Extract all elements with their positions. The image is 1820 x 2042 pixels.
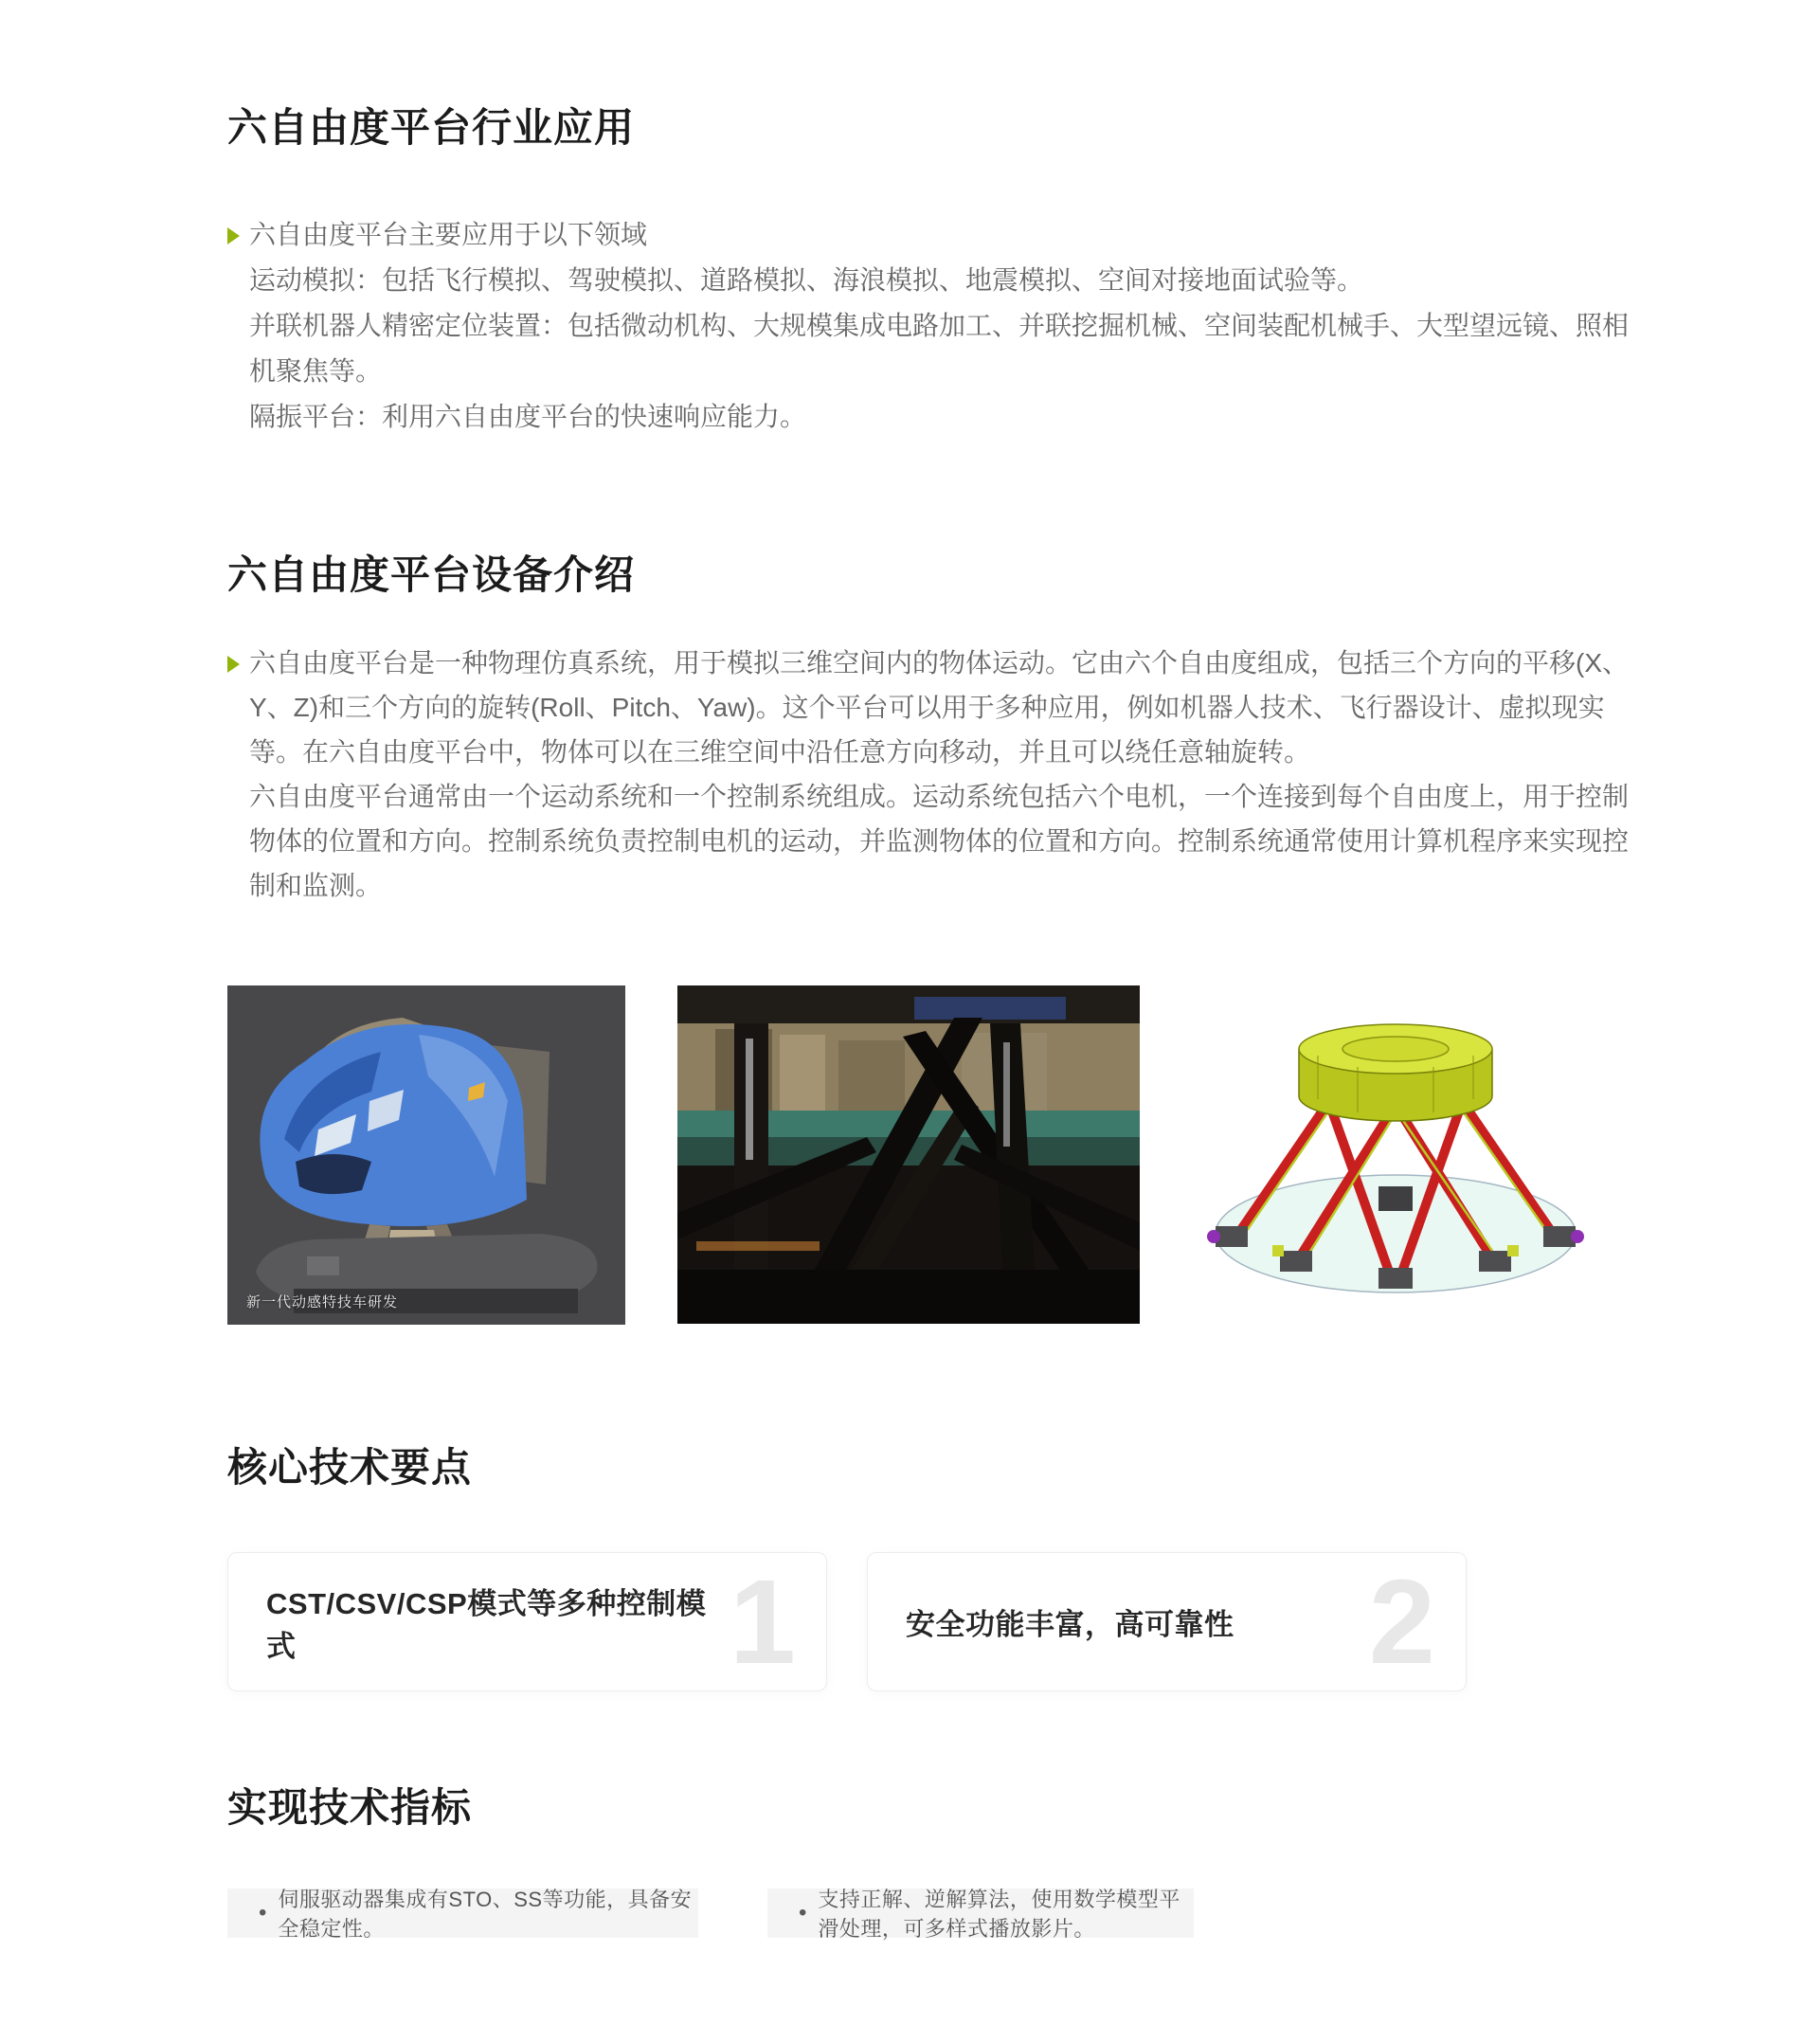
device-bullet-block <box>227 641 1644 908</box>
feature-cards-row <box>227 1552 1644 1691</box>
device-paragraph: 六自由度平台通常由一个运动系统和一个控制系统组成。运动系统包括六个电机，一个连接到每个自由度上，用于控制物体的位置和方向。控制系统负责控制电机的运动，并监测物体的位置和方向。控制系统通常使用计算机程序来实现控制和监测。 <box>249 782 1630 900</box>
device-bullet-text <box>249 641 1644 908</box>
feature-card-2 <box>867 1552 1467 1691</box>
spec-box-1 <box>227 1888 698 1941</box>
spec-text: 支持正解、逆解算法，使用数学模型平滑处理，可多样式播放影片。 <box>818 1888 1180 1941</box>
industry-bullet-block <box>227 212 1644 440</box>
industry-intro-line: 六自由度平台主要应用于以下领域 <box>249 220 648 249</box>
industry-line: 并联机器人精密定位装置：包括微动机构、大规模集成电路加工、并联挖掘机械、空间装配机械手、大型望远镜、照相机聚焦等。 <box>249 311 1630 386</box>
industry-section-title: 六自由度平台行业应用 <box>227 105 636 150</box>
simulator-render-graphic <box>227 985 625 1325</box>
device-paragraph: 六自由度平台是一种物理仿真系统，用于模拟三维空间内的物体运动。它由六个自由度组成，包括三个方向的平移(X、Y、Z)和三个方向的旋转(Roll、Pitch、Yaw)。这个平台可以用于多种应用，例如机器人技术、飞行器设计、虚拟现实等。在六自由度平台中，物体可以在三维空间中沿任意方向移动，并且可以绕任意轴旋转。 <box>249 648 1630 767</box>
feature-card-label: 安全功能丰富，高可靠性 <box>906 1608 1234 1641</box>
stewart-platform-diagram <box>1159 985 1632 1325</box>
industry-line: 运动模拟：包括飞行模拟、驾驶模拟、道路模拟、海浪模拟、地震模拟、空间对接地面试验等。 <box>249 265 1364 295</box>
triangle-bullet-icon <box>227 656 240 673</box>
spec-box-2 <box>767 1888 1194 1941</box>
simulator-render-image <box>227 985 625 1325</box>
core-section-title: 核心技术要点 <box>227 1445 473 1490</box>
specs-section-title: 实现技术指标 <box>227 1785 473 1830</box>
spec-boxes-row <box>227 1888 1644 1941</box>
hexapod-actuators-photo <box>677 985 1140 1324</box>
spec-text: 伺服驱动器集成有STO、SS等功能，具备安全稳定性。 <box>278 1888 693 1941</box>
stewart-platform-graphic <box>1159 1006 1632 1305</box>
triangle-bullet-icon <box>227 227 240 244</box>
dot-bullet-icon: • <box>259 1900 267 1925</box>
dot-bullet-icon: • <box>799 1900 807 1925</box>
simulator-image-caption: 新一代动感特技车研发 <box>246 1294 399 1310</box>
feature-card-1 <box>227 1552 827 1691</box>
hexapod-actuators-graphic <box>677 985 1140 1324</box>
feature-card-number: 1 <box>729 1554 796 1689</box>
feature-card-number: 2 <box>1368 1554 1435 1689</box>
industry-line: 隔振平台：利用六自由度平台的快速响应能力。 <box>249 402 807 431</box>
device-section-title: 六自由度平台设备介绍 <box>227 552 636 597</box>
device-images-row <box>227 985 1644 1325</box>
page-content <box>0 104 1820 1941</box>
industry-bullet-text <box>249 212 1644 440</box>
feature-card-label: CST/CSV/CSP模式等多种控制模式 <box>266 1586 707 1663</box>
